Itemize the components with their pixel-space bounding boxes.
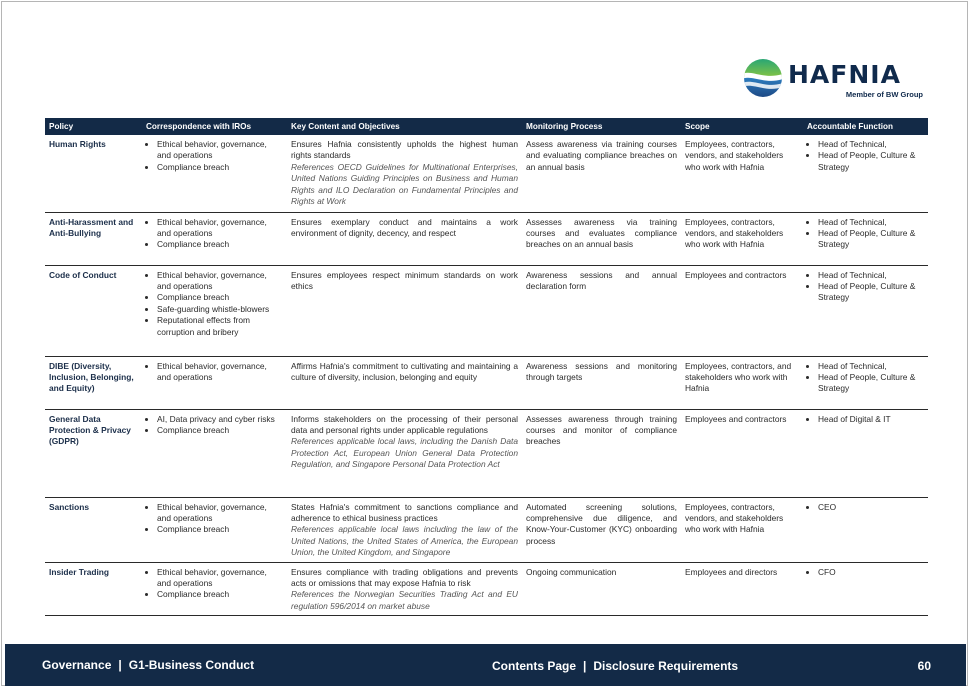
header-scope: Scope bbox=[681, 118, 803, 135]
accountable-cell bbox=[803, 562, 928, 615]
policy-name: Sanctions bbox=[45, 497, 142, 562]
accountable-item: • Head of Technical, bbox=[818, 270, 924, 281]
accountable-cell bbox=[803, 212, 928, 265]
header-accountable: Accountable Function bbox=[803, 118, 928, 135]
iro-cell bbox=[142, 562, 287, 615]
content-cell bbox=[287, 497, 522, 562]
accountable-item: • CFO bbox=[818, 567, 924, 578]
iro-cell bbox=[142, 409, 287, 497]
footer-breadcrumb bbox=[42, 658, 254, 672]
content-text: Ensures employees respect minimum standards on work ethics bbox=[291, 269, 518, 291]
content-reference: References applicable local laws, including the Danish Data Protection Act, European Union General Data Protection Regulation, and Singapore Personal Data Protection Act bbox=[291, 436, 518, 470]
iro-item: • Compliance breach bbox=[157, 524, 283, 535]
table-row bbox=[45, 497, 928, 562]
header-content: Key Content and Objectives bbox=[287, 118, 522, 135]
content-cell bbox=[287, 212, 522, 265]
accountable-cell bbox=[803, 135, 928, 212]
iro-cell bbox=[142, 497, 287, 562]
table-row bbox=[45, 356, 928, 409]
accountable-cell bbox=[803, 409, 928, 497]
iro-cell bbox=[142, 135, 287, 212]
contents-page-link[interactable]: Contents Page bbox=[492, 659, 577, 673]
page-footer bbox=[5, 644, 966, 686]
table-row bbox=[45, 135, 928, 212]
content-text: Affirms Hafnia's commitment to cultivating and maintaining a culture of diversity, inclusion, belonging and equity bbox=[291, 360, 518, 382]
table-header-row bbox=[45, 118, 928, 135]
iro-cell bbox=[142, 356, 287, 409]
monitoring-cell: Awareness sessions and annual declaration form bbox=[522, 265, 681, 356]
iro-item: • Reputational effects from corruption and bribery bbox=[157, 315, 283, 338]
scope-cell: Employees, contractors, and stakeholders who work with Hafnia bbox=[681, 356, 803, 409]
footer-separator: | bbox=[583, 659, 587, 673]
monitoring-cell: Awareness sessions and monitoring through targets bbox=[522, 356, 681, 409]
accountable-cell bbox=[803, 497, 928, 562]
iro-cell bbox=[142, 265, 287, 356]
brand-tagline: Member of BW Group bbox=[845, 90, 923, 99]
monitoring-cell: Ongoing communication bbox=[522, 562, 681, 615]
accountable-item: • Head of People, Culture & Strategy bbox=[818, 150, 924, 173]
iro-item: • Compliance breach bbox=[157, 162, 283, 173]
header-policy: Policy bbox=[45, 118, 142, 135]
accountable-item: • Head of People, Culture & Strategy bbox=[818, 372, 924, 395]
accountable-item: • Head of Technical, bbox=[818, 217, 924, 228]
table-row bbox=[45, 212, 928, 265]
monitoring-cell: Assesses awareness via training courses and evaluates compliance breaches on an annual basis bbox=[522, 212, 681, 265]
policy-name: DIBE (Diversity, Inclusion, Belonging, and Equity) bbox=[45, 356, 142, 409]
iro-item: • Compliance breach bbox=[157, 239, 283, 250]
scope-cell: Employees and contractors bbox=[681, 409, 803, 497]
page-number: 60 bbox=[917, 659, 931, 673]
table-row bbox=[45, 562, 928, 615]
brand-name: HAFNIA bbox=[788, 60, 901, 89]
monitoring-cell: Assesses awareness through training courses and monitor of compliance breaches bbox=[522, 409, 681, 497]
iro-cell bbox=[142, 212, 287, 265]
table-row bbox=[45, 409, 928, 497]
disclosure-requirements-link[interactable]: Disclosure Requirements bbox=[593, 659, 739, 673]
policy-name: Human Rights bbox=[45, 135, 142, 212]
hafnia-logo bbox=[742, 57, 927, 103]
content-reference: References the Norwegian Securities Trading Act and EU regulation 596/2014 on market abuse bbox=[291, 589, 518, 611]
content-text: Ensures compliance with trading obligations and prevents acts or omissions that may expose Hafnia to risk bbox=[291, 566, 518, 588]
accountable-item: • Head of People, Culture & Strategy bbox=[818, 281, 924, 304]
monitoring-cell: Assess awareness via training courses and evaluating compliance breaches on an annual basis bbox=[522, 135, 681, 212]
accountable-item: • Head of Technical, bbox=[818, 139, 924, 150]
accountable-cell bbox=[803, 265, 928, 356]
content-text: Ensures exemplary conduct and maintains a work environment of dignity, decency, and respect bbox=[291, 216, 518, 238]
content-text: States Hafnia's commitment to sanctions compliance and adherence to ethical business practices bbox=[291, 501, 518, 523]
iro-item: • Ethical behavior, governance, and operations bbox=[157, 139, 283, 162]
header-monitoring: Monitoring Process bbox=[522, 118, 681, 135]
scope-cell: Employees and directors bbox=[681, 562, 803, 615]
accountable-item: • Head of Technical, bbox=[818, 361, 924, 372]
footer-nav bbox=[492, 659, 738, 673]
policy-name: General Data Protection & Privacy (GDPR) bbox=[45, 409, 142, 497]
header-iros: Correspondence with IROs bbox=[142, 118, 287, 135]
content-reference: References applicable local laws including the law of the United Nations, the United States of America, the European Union, the United Kingdom, and Singapore bbox=[291, 524, 518, 558]
iro-item: • Ethical behavior, governance, and operations bbox=[157, 567, 283, 590]
content-reference: References OECD Guidelines for Multinational Enterprises, United Nations Guiding Principles on Business and Human Rights and ILO Declaration on Fundamental Principles and Rights at Work bbox=[291, 161, 518, 207]
scope-cell: Employees, contractors, vendors, and stakeholders who work with Hafnia bbox=[681, 212, 803, 265]
content-text: Informs stakeholders on the processing of their personal data and personal rights under applicable regulations bbox=[291, 413, 518, 435]
policy-name: Insider Trading bbox=[45, 562, 142, 615]
iro-item: • Ethical behavior, governance, and operations bbox=[157, 217, 283, 240]
iro-item: • AI, Data privacy and cyber risks bbox=[157, 414, 283, 425]
iro-item: • Ethical behavior, governance, and operations bbox=[157, 270, 283, 293]
iro-item: • Compliance breach bbox=[157, 425, 283, 436]
content-cell bbox=[287, 356, 522, 409]
scope-cell: Employees, contractors, vendors, and stakeholders who work with Hafnia bbox=[681, 497, 803, 562]
iro-item: • Compliance breach bbox=[157, 589, 283, 600]
policy-name: Code of Conduct bbox=[45, 265, 142, 356]
hafnia-globe-icon bbox=[742, 57, 786, 101]
content-cell bbox=[287, 409, 522, 497]
iro-item: • Ethical behavior, governance, and operations bbox=[157, 361, 283, 384]
content-cell bbox=[287, 135, 522, 212]
policy-name: Anti-Harassment and Anti-Bullying bbox=[45, 212, 142, 265]
table-row bbox=[45, 265, 928, 356]
footer-section[interactable]: Governance bbox=[42, 658, 112, 672]
content-cell bbox=[287, 265, 522, 356]
content-cell bbox=[287, 562, 522, 615]
iro-item: • Ethical behavior, governance, and operations bbox=[157, 502, 283, 525]
footer-separator: | bbox=[118, 658, 122, 672]
footer-subsection[interactable]: G1-Business Conduct bbox=[128, 658, 255, 672]
accountable-item: • Head of People, Culture & Strategy bbox=[818, 228, 924, 251]
accountable-cell bbox=[803, 356, 928, 409]
policy-table bbox=[45, 118, 928, 616]
monitoring-cell: Automated screening solutions, comprehensive due diligence, and Know-Your-Customer (KYC) onboarding process bbox=[522, 497, 681, 562]
accountable-item: • Head of Digital & IT bbox=[818, 414, 924, 425]
content-text: Ensures Hafnia consistently upholds the highest human rights standards bbox=[291, 139, 518, 161]
scope-cell: Employees and contractors bbox=[681, 265, 803, 356]
scope-cell: Employees, contractors, vendors, and stakeholders who work with Hafnia bbox=[681, 135, 803, 212]
accountable-item: • CEO bbox=[818, 502, 924, 513]
iro-item: • Compliance breach bbox=[157, 292, 283, 303]
iro-item: • Safe-guarding whistle-blowers bbox=[157, 304, 283, 315]
